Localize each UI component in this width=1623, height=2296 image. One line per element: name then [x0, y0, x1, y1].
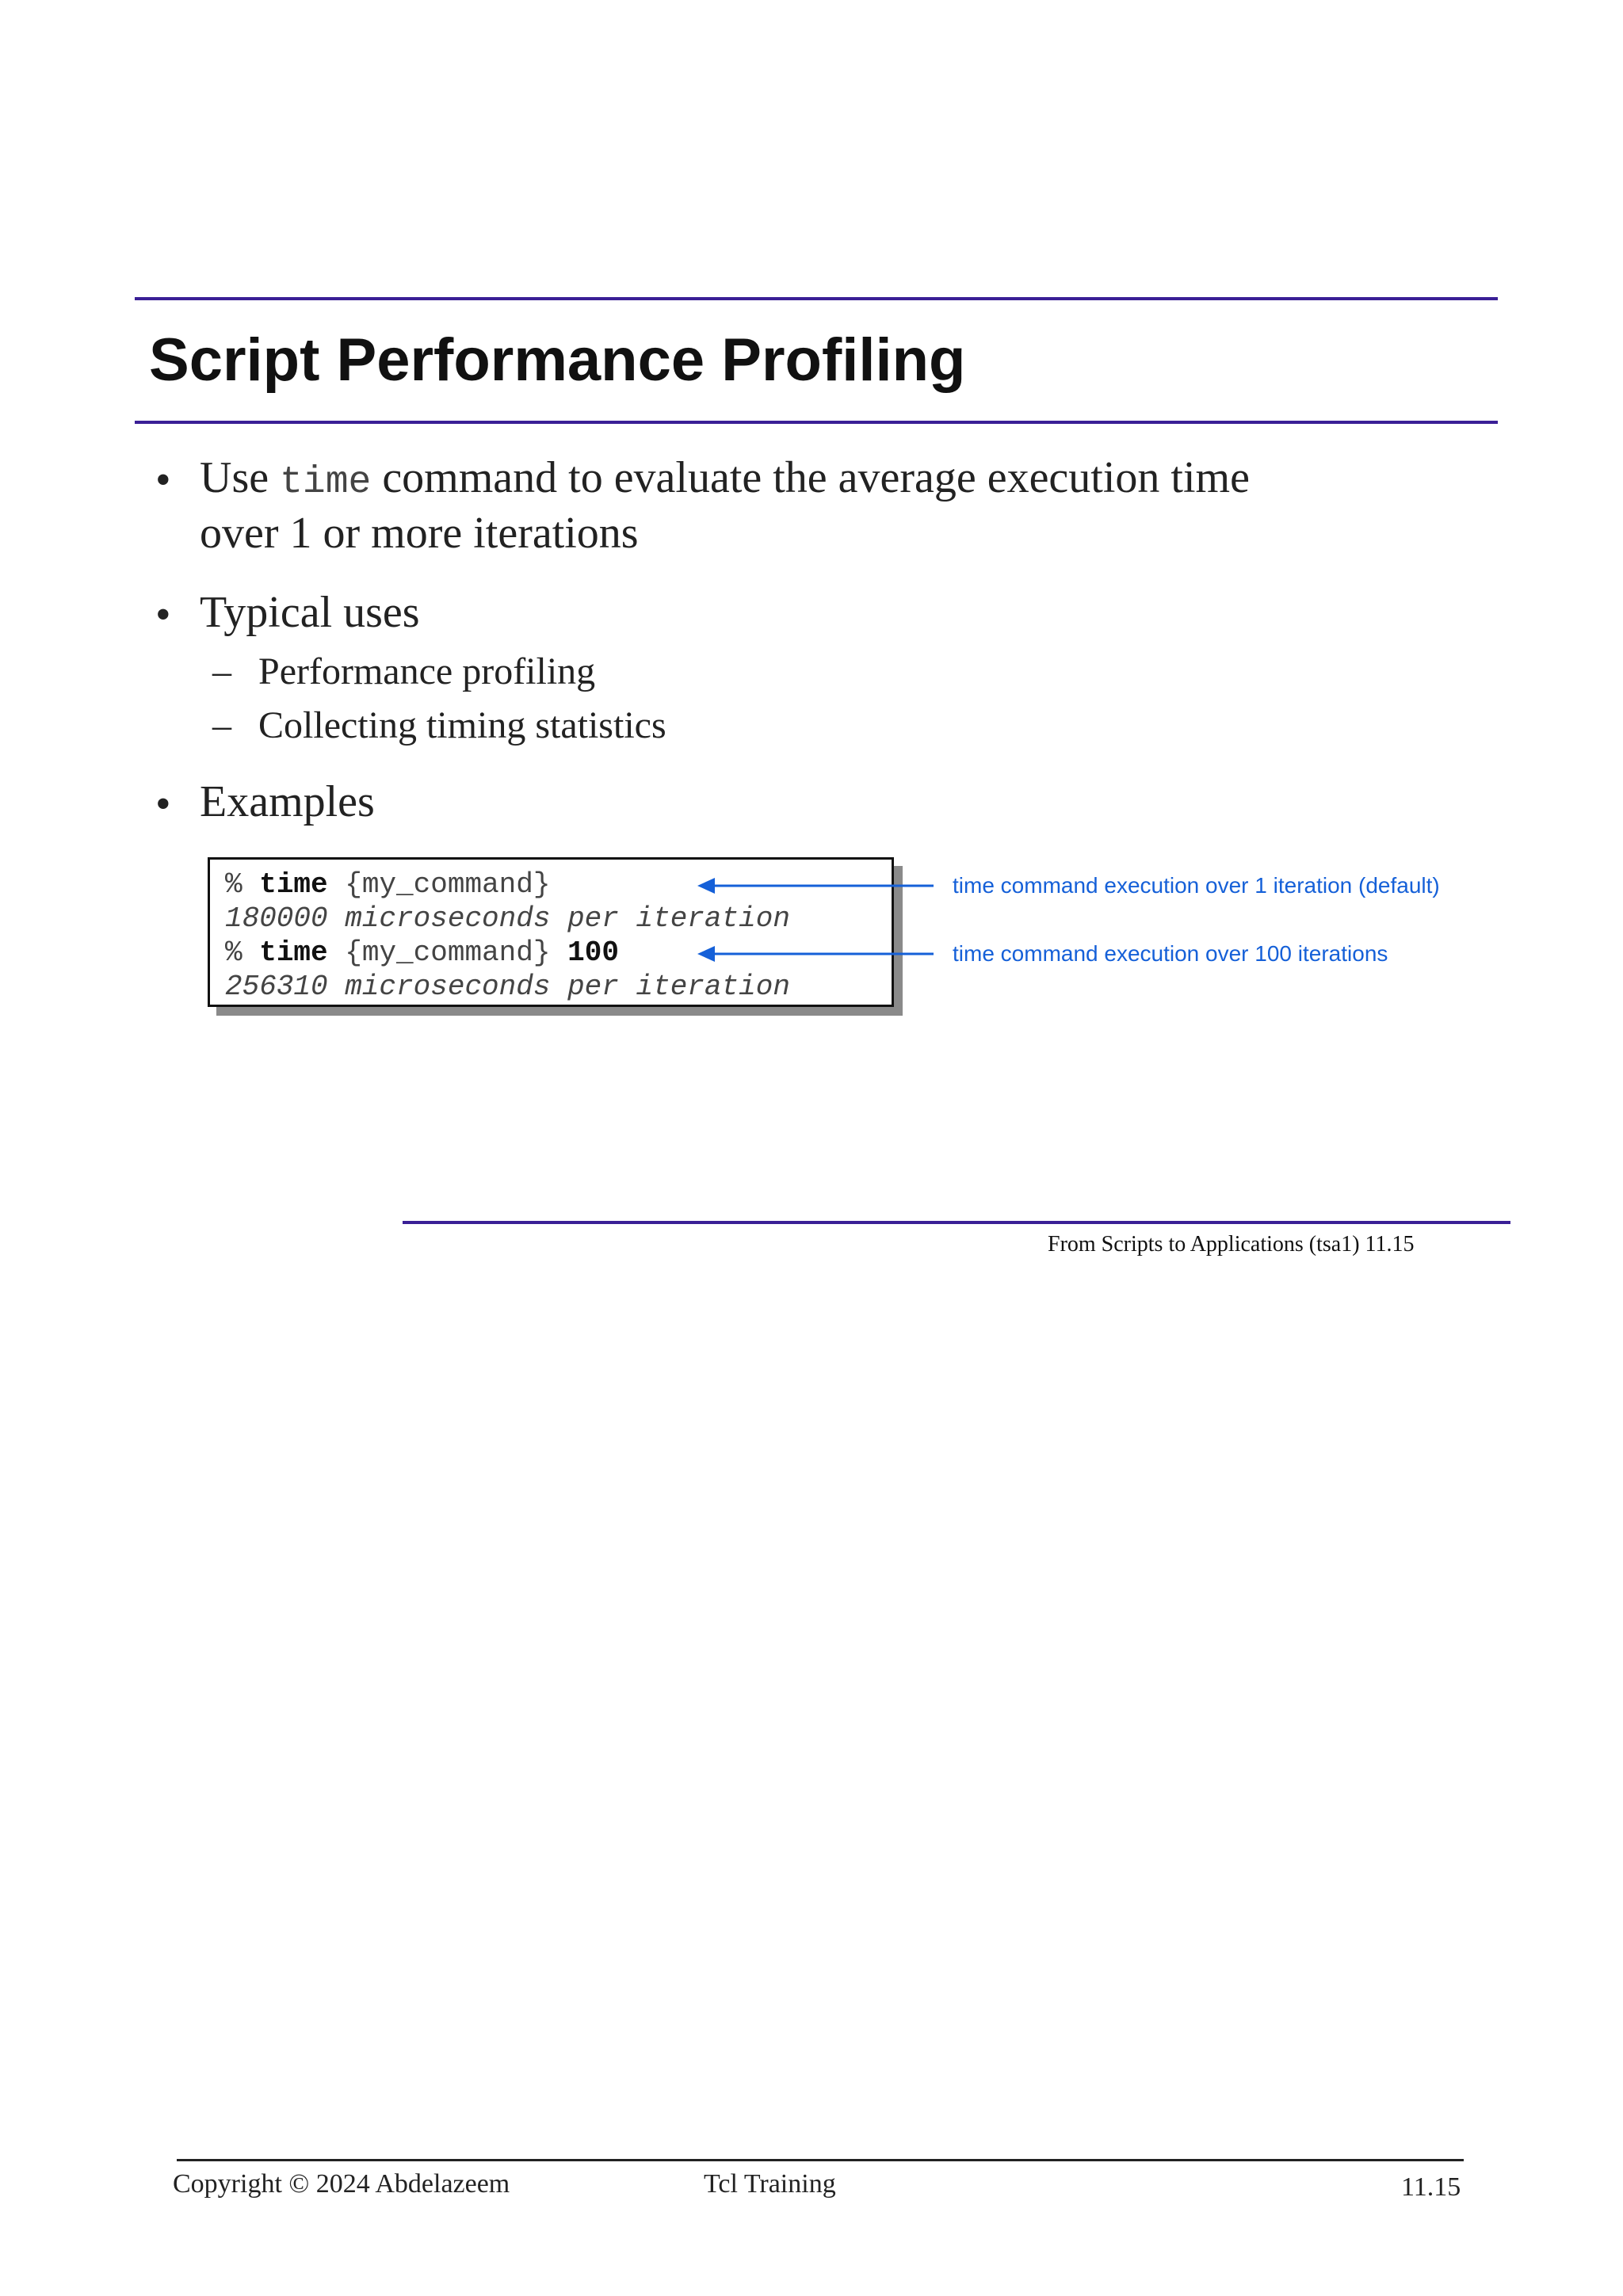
- bullet-text-line2: over 1 or more iterations: [200, 509, 639, 558]
- bullet-text-examples: Examples: [200, 777, 375, 826]
- bullet-text-post: command to evaluate the average execution time: [382, 453, 1250, 502]
- annotation-100-iterations: time command execution over 100 iterations: [953, 941, 1388, 966]
- code-prompt: %: [225, 868, 242, 901]
- sub-bullet-dash: –: [212, 650, 231, 692]
- page-number: 11.15: [1401, 2172, 1461, 2202]
- bullet-marker: •: [155, 590, 171, 639]
- footer-rule: [403, 1221, 1510, 1224]
- code-iteration-count: 100: [567, 936, 619, 969]
- slide-footer-note: From Scripts to Applications (tsa1) 11.15: [1048, 1232, 1415, 1257]
- annotation-1-iteration: time command execution over 1 iteration (default): [953, 873, 1440, 898]
- course-name: Tcl Training: [704, 2169, 836, 2199]
- arrow-left-icon: [697, 946, 934, 962]
- inline-code-time: time: [280, 461, 372, 504]
- code-output-2: 256310 microseconds per iteration: [225, 971, 790, 1003]
- bullet-marker: •: [155, 780, 171, 829]
- title-top-rule: [135, 297, 1498, 300]
- bullet-text-pre: Use: [200, 453, 269, 502]
- sub-bullet-collecting-timing: Collecting timing statistics: [258, 704, 666, 746]
- code-line-3: [225, 936, 619, 970]
- code-keyword-time: time: [259, 936, 328, 969]
- bullet-text-typical-uses: Typical uses: [200, 588, 420, 637]
- code-arg: {my_command}: [345, 868, 551, 901]
- code-keyword-time: time: [259, 868, 328, 901]
- sub-bullet-dash: –: [212, 704, 231, 746]
- page-footer-rule: [177, 2159, 1464, 2161]
- sub-bullet-performance-profiling: Performance profiling: [258, 650, 596, 692]
- code-arg: {my_command}: [345, 936, 551, 969]
- arrow-left-icon: [697, 878, 934, 894]
- bullet-text-time-command: [200, 450, 1250, 510]
- bullet-marker: •: [155, 456, 171, 505]
- code-output-1: 180000 microseconds per iteration: [225, 902, 790, 935]
- page-title: Script Performance Profiling: [149, 326, 966, 394]
- copyright-text: Copyright © 2024 Abdelazeem: [173, 2169, 510, 2199]
- code-line-1: [225, 868, 551, 902]
- code-prompt: %: [225, 936, 242, 969]
- title-bottom-rule: [135, 421, 1498, 424]
- annotation-arrows: [697, 871, 935, 967]
